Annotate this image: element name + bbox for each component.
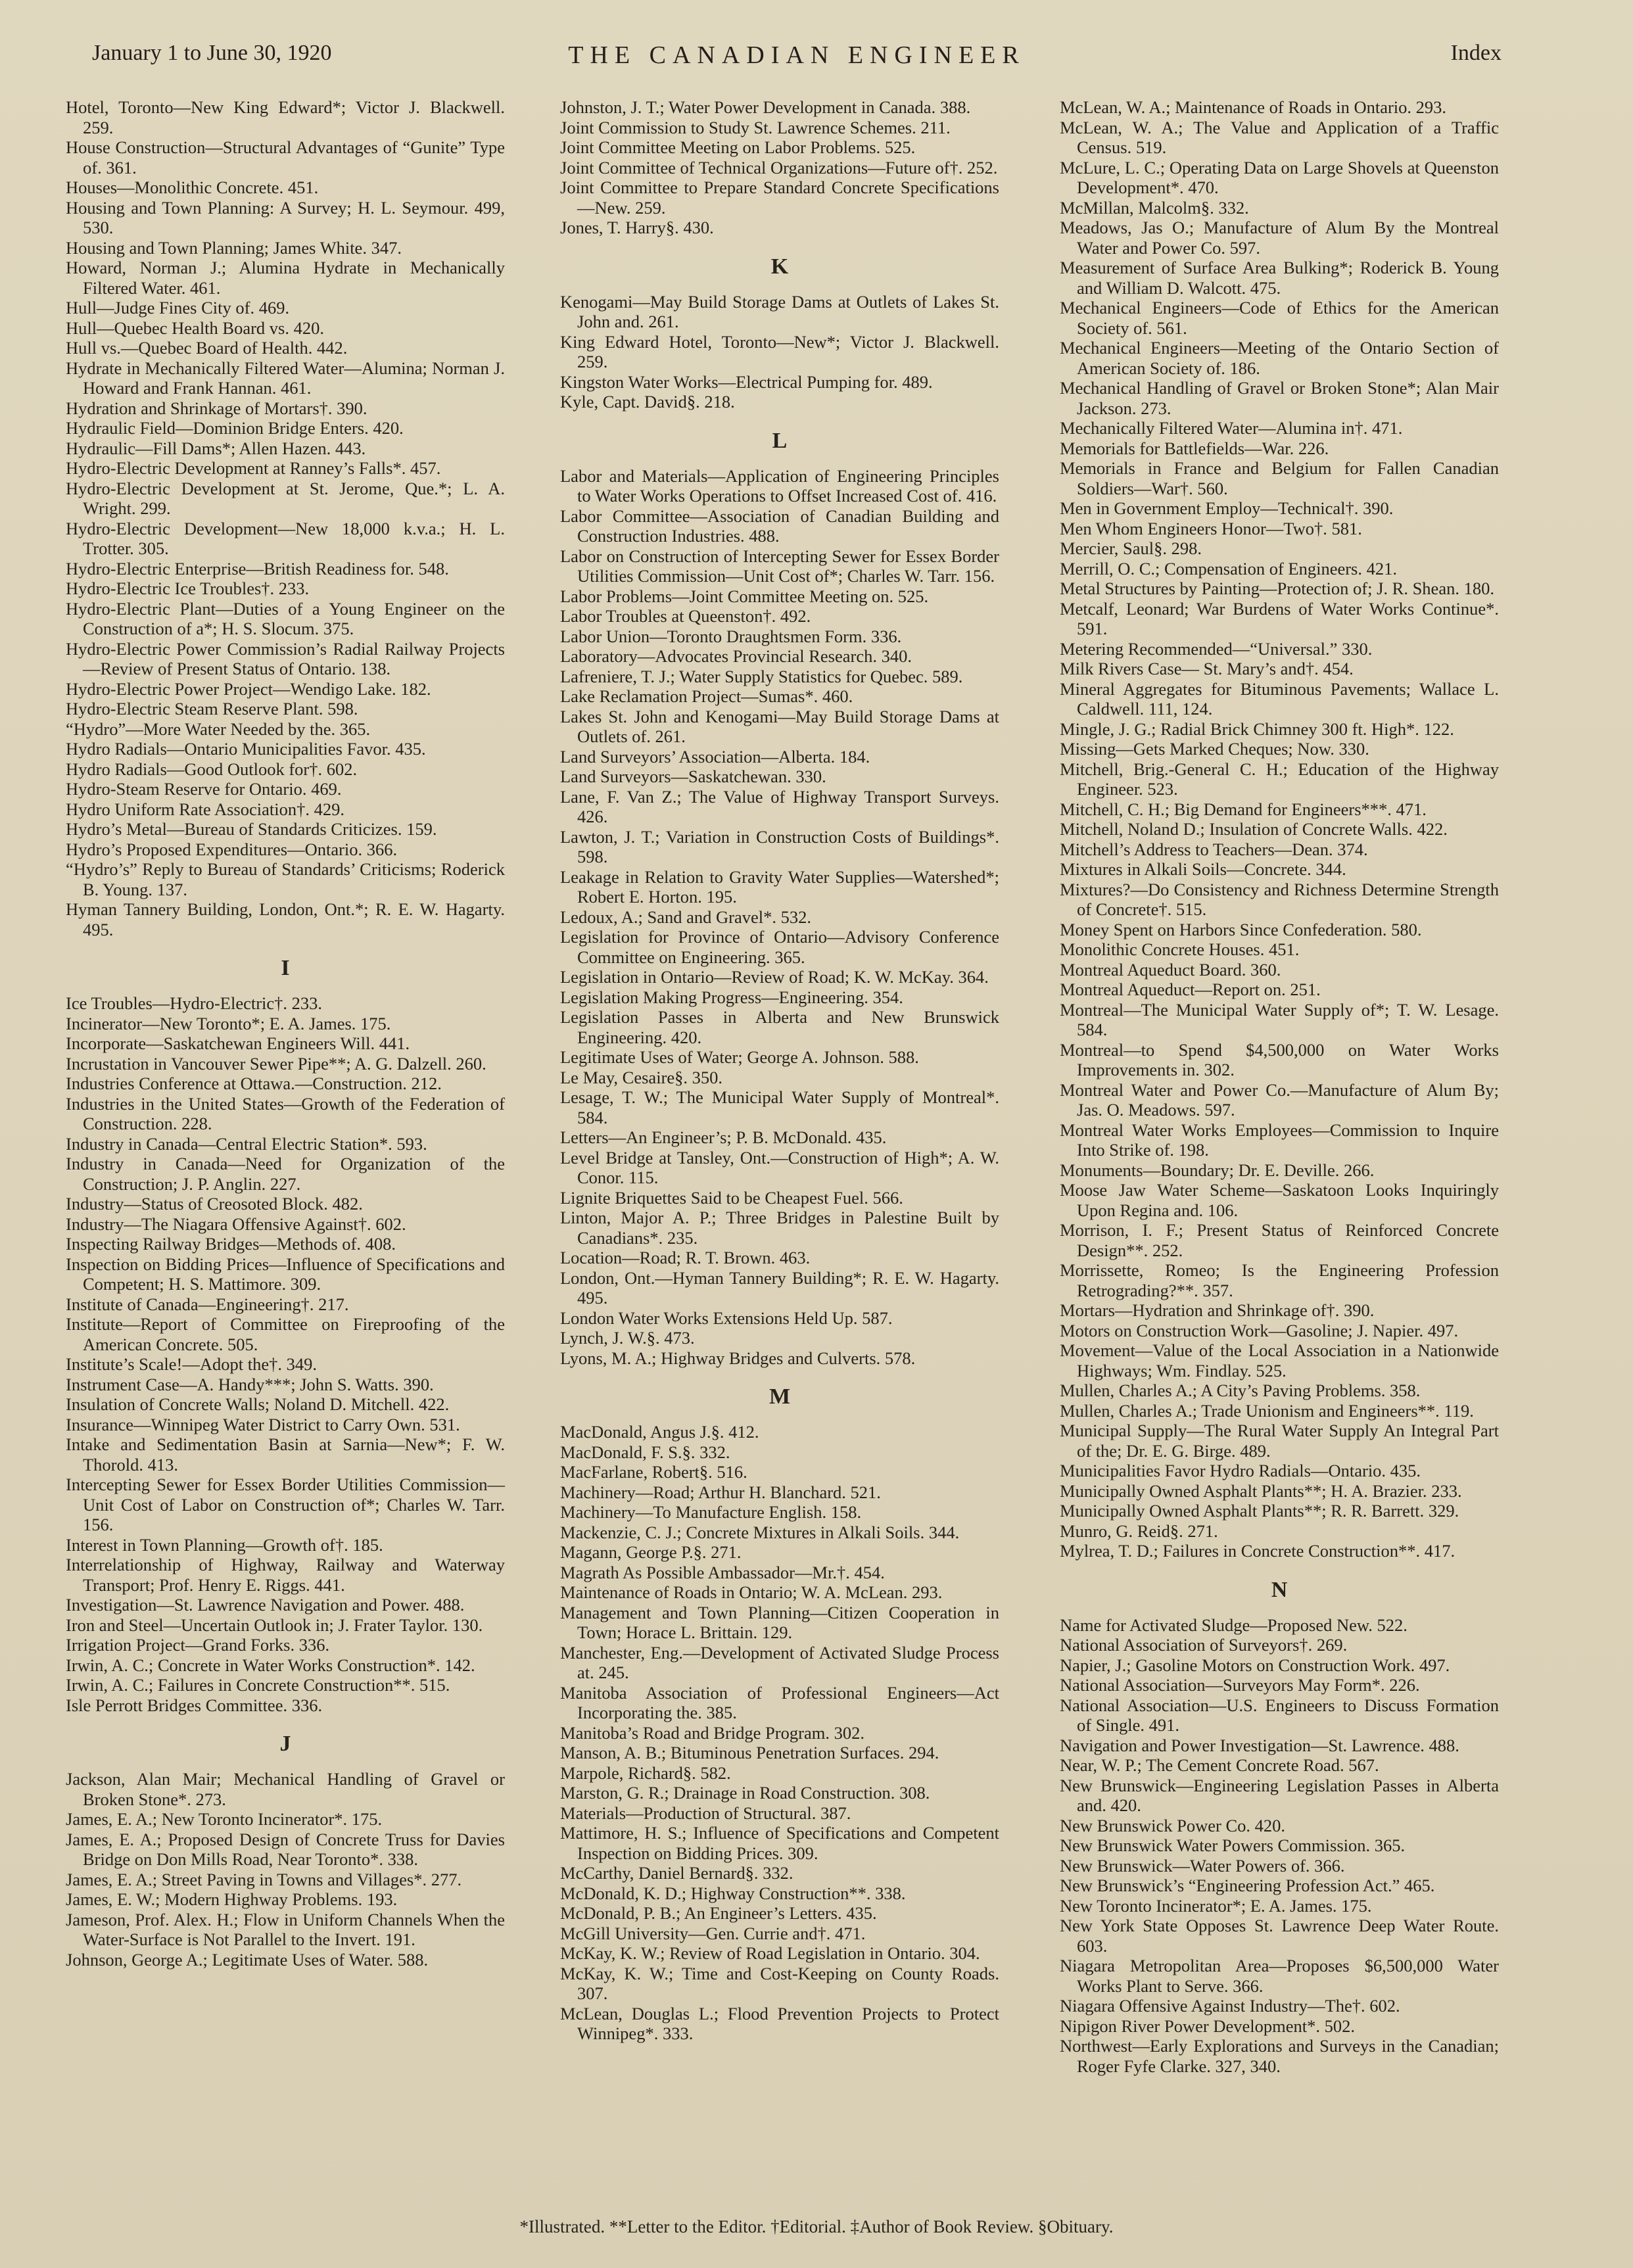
index-entry: Joint Committee to Prepare Standard Concrete Specifications—New. 259. [560,177,999,218]
index-entry: Lyons, M. A.; Highway Bridges and Culverts. 578. [560,1348,916,1368]
index-entry: Moose Jaw Water Scheme—Saskatoon Looks Inquiringly Upon Regina and. 106. [1060,1180,1499,1220]
index-entry: Incorporate—Saskatchewan Engineers Will. 441. [66,1033,410,1053]
index-entry: Hydro-Steam Reserve for Ontario. 469. [66,779,342,799]
index-entry: Isle Perrott Bridges Committee. 336. [66,1695,323,1715]
index-entry: Ledoux, A.; Sand and Gravel*. 532. [560,907,811,927]
index-entry: Legislation Passes in Alberta and New Brunswick Engineering. 420. [560,1007,999,1047]
index-entry: Lake Reclamation Project—Sumas*. 460. [560,686,853,706]
index-entry: Machinery—To Manufacture English. 158. [560,1502,862,1522]
index-entry: Movement—Value of the Local Association in a Nationwide Highways; Wm. Findlay. 525. [1060,1340,1499,1381]
index-entry: Mixtures in Alkali Soils—Concrete. 344. [1060,859,1346,879]
index-entry: Lynch, J. W.§. 473. [560,1328,695,1348]
index-entry: Mineral Aggregates for Bituminous Pavements; Wallace L. Caldwell. 111, 124. [1060,678,1499,719]
index-entry: Legislation in Ontario—Review of Road; K. W. McKay. 364. [560,967,989,987]
index-entry: MacDonald, F. S.§. 332. [560,1442,730,1462]
index-entry: Joint Committee Meeting on Labor Problems. 525. [560,137,916,157]
index-entry: Joint Committee of Technical Organizations—Future of†. 252. [560,157,998,177]
index-entry: Mullen, Charles A.; A City’s Paving Problems. 358. [1060,1381,1421,1400]
index-entry: Mitchell, C. H.; Big Demand for Engineers***. 471. [1060,799,1427,819]
index-entry: Metal Structures by Painting—Protection of; J. R. Shean. 180. [1060,579,1494,598]
section-letter-heading: M [769,1384,791,1409]
index-entry: Hydro Radials—Good Outlook for†. 602. [66,759,358,779]
index-entry: Municipalities Favor Hydro Radials—Ontario. 435. [1060,1461,1421,1480]
index-entry: Johnson, George A.; Legitimate Uses of Water. 588. [66,1949,429,1970]
index-entry: Nipigon River Power Development*. 502. [1060,2016,1355,2036]
index-entry: Municipally Owned Asphalt Plants**; R. R. Barrett. 329. [1060,1501,1459,1521]
index-entry: Magrath As Possible Ambassador—Mr.†. 454. [560,1562,885,1582]
index-entry: McDonald, P. B.; An Engineer’s Letters. 435. [560,1903,877,1923]
index-entry: Montreal Water and Power Co.—Manufacture of Alum By; Jas. O. Meadows. 597. [1060,1079,1499,1120]
index-entry: Hydraulic—Fill Dams*; Allen Hazen. 443. [66,438,366,458]
index-entry: Mechanical Engineers—Code of Ethics for the American Society of. 561. [1060,298,1499,338]
index-entry: McGill University—Gen. Currie and†. 471. [560,1923,866,1943]
index-entry: Lakes St. John and Kenogami—May Build Storage Dams at Outlets of. 261. [560,706,999,746]
index-entry: Labor Committee—Association of Canadian Building and Construction Industries. 488. [560,506,999,546]
index-entry: McMillan, Malcolm§. 332. [1060,197,1249,218]
index-entry: Munro, G. Reid§. 271. [1060,1521,1218,1541]
index-entry: Mackenzie, C. J.; Concrete Mixtures in Alkali Soils. 344. [560,1522,960,1542]
index-entry: Hydro-Electric Steam Reserve Plant. 598. [66,699,358,719]
index-entry: Marston, G. R.; Drainage in Road Construction. 308. [560,1783,930,1803]
index-entry: Housing and Town Planning; James White. 347. [66,237,402,258]
index-entry: “Hydro”—More Water Needed by the. 365. [66,719,371,739]
index-entry: Legislation Making Progress—Engineering. 354. [560,987,903,1007]
index-entry: Montreal—The Municipal Water Supply of*; T. W. Lesage. 584. [1060,999,1499,1039]
index-entry: Lane, F. Van Z.; The Value of Highway Transport Surveys. 426. [560,786,999,826]
index-entry: Laboratory—Advocates Provincial Research. 340. [560,646,912,666]
index-entry: Monuments—Boundary; Dr. E. Deville. 266. [1060,1160,1375,1180]
index-entry: Industry—Status of Creosoted Block. 482. [66,1194,363,1214]
index-entry: Legitimate Uses of Water; George A. Johnson. 588. [560,1047,919,1067]
index-entry: Northwest—Early Explorations and Surveys in the Canadian; Roger Fyfe Clarke. 327, 340. [1060,2036,1499,2076]
index-entry: Joint Commission to Study St. Lawrence Schemes. 211. [560,117,951,137]
index-entry: Letters—An Engineer’s; P. B. McDonald. 435. [560,1127,887,1147]
index-entry: Mitchell’s Address to Teachers—Dean. 374. [1060,839,1368,859]
index-entry: Location—Road; R. T. Brown. 463. [560,1248,811,1267]
index-entry: Intercepting Sewer for Essex Border Utilities Commission—Unit Cost of Labor on Construction of*; Charles W. Tarr. 156. [66,1475,505,1534]
index-entry: New Brunswick’s “Engineering Profession Act.” 465. [1060,1876,1435,1895]
index-entry: “Hydro’s” Reply to Bureau of Standards’ Criticisms; Roderick B. Young. 137. [66,859,505,899]
header-date-range: January 1 to June 30, 1920 [92,41,332,65]
index-entry: Legislation for Province of Ontario—Advisory Conference Committee on Engineering. 365. [560,927,999,967]
index-entry: Industries in the United States—Growth of the Federation of Construction. 228. [66,1093,505,1133]
index-entry: Meadows, Jas O.; Manufacture of Alum By the Montreal Water and Power Co. 597. [1060,218,1499,258]
index-entry: Labor Union—Toronto Draughtsmen Form. 336. [560,626,902,646]
index-entry: Mitchell, Brig.-General C. H.; Education of the Highway Engineer. 523. [1060,759,1499,799]
index-entry: Lesage, T. W.; The Municipal Water Supply of Montreal*. 584. [560,1087,999,1127]
index-entry: Money Spent on Harbors Since Confederation. 580. [1060,919,1422,939]
index-entry: Mattimore, H. S.; Influence of Specifications and Competent Inspection on Bidding Prices. 309. [560,1823,999,1863]
index-entry: Missing—Gets Marked Cheques; Now. 330. [1060,739,1369,759]
index-entry: Institute’s Scale!—Adopt the†. 349. [66,1354,317,1374]
index-entry: New Toronto Incinerator*; E. A. James. 175. [1060,1895,1372,1916]
index-entry: Le May, Cesaire§. 350. [560,1067,723,1087]
index-entry: Incrustation in Vancouver Sewer Pipe**; A. G. Dalzell. 260. [66,1053,486,1074]
index-entry: Mylrea, T. D.; Failures in Concrete Construction**. 417. [1060,1541,1456,1561]
index-entry: Machinery—Road; Arthur H. Blanchard. 521. [560,1482,881,1502]
index-entry: McDonald, K. D.; Highway Construction**. 338. [560,1883,906,1903]
index-entry: Kingston Water Works—Electrical Pumping for. 489. [560,371,933,392]
index-entry: New Brunswick Water Powers Commission. 365. [1060,1835,1406,1855]
index-entry: James, E. A.; New Toronto Incinerator*. 175. [66,1809,383,1829]
index-entry: Hydro-Electric Plant—Duties of a Young Engineer on the Construction of a*; H. S. Slocum. 375. [66,598,505,638]
index-entry: McCarthy, Daniel Bernard§. 332. [560,1863,793,1883]
index-entry: Leakage in Relation to Gravity Water Supplies—Watershed*; Robert E. Horton. 195. [560,866,999,907]
index-entry: Jones, T. Harry§. 430. [560,218,714,237]
index-entry: Industry in Canada—Need for Organization of the Construction; J. P. Anglin. 227. [66,1154,505,1194]
index-entry: James, E. A.; Proposed Design of Concrete Truss for Davies Bridge on Don Mills Road, Near Toronto*. 338. [66,1829,505,1869]
index-entry: Hull—Quebec Health Board vs. 420. [66,318,324,338]
index-entry: New York State Opposes St. Lawrence Deep Water Route. 603. [1060,1916,1499,1956]
index-entry: Maintenance of Roads in Ontario; W. A. McLean. 293. [560,1582,943,1602]
index-entry: Municipal Supply—The Rural Water Supply An Integral Part of the; Dr. E. G. Birge. 489. [1060,1421,1499,1461]
index-entry: Hydro-Electric Enterprise—British Readiness for. 548. [66,558,449,579]
index-entry: Magann, George P.§. 271. [560,1542,742,1562]
index-entry: Industry in Canada—Central Electric Station*. 593. [66,1133,427,1154]
index-entry: Marpole, Richard§. 582. [560,1762,731,1783]
index-entry: Labor on Construction of Intercepting Sewer for Essex Border Utilities Commission—Unit Cost of*; Charles W. Tarr. 156. [560,546,999,586]
index-entry: New Brunswick—Water Powers of. 366. [1060,1855,1345,1876]
index-entry: King Edward Hotel, Toronto—New*; Victor J. Blackwell. 259. [560,331,999,371]
index-entry: Montreal Water Works Employees—Commission to Inquire Into Strike of. 198. [1060,1120,1499,1160]
index-entry: Memorials in France and Belgium for Fallen Canadian Soldiers—War†. 560. [1060,458,1499,498]
index-entry: Metering Recommended—“Universal.” 330. [1060,638,1373,659]
header-section-label: Index [1450,41,1502,65]
index-entry: National Association—Surveyors May Form*. 226. [1060,1675,1420,1695]
index-entry: Memorials for Battlefields—War. 226. [1060,438,1329,458]
index-entry: McKay, K. W.; Review of Road Legislation in Ontario. 304. [560,1943,980,1963]
index-entry: Monolithic Concrete Houses. 451. [1060,939,1300,959]
index-entry: Hydro Radials—Ontario Municipalities Favor. 435. [66,739,426,759]
index-entry: Measurement of Surface Area Bulking*; Roderick B. Young and William D. Walcott. 475. [1060,258,1499,298]
index-entry: Metcalf, Leonard; War Burdens of Water Works Continue*. 591. [1060,598,1499,638]
index-entry: Hydro-Electric Power Commission’s Radial Railway Projects—Review of Present Status of Ontario. 138. [66,638,505,678]
footnote-legend: *Illustrated. **Letter to the Editor. †Editorial. ‡Author of Book Review. §Obituary. [519,2217,1114,2236]
index-entry: Howard, Norman J.; Alumina Hydrate in Mechanically Filtered Water. 461. [66,258,505,298]
index-entry: MacFarlane, Robert§. 516. [560,1462,747,1482]
index-entry: Hydro-Electric Development at St. Jerome, Que.*; L. A. Wright. 299. [66,478,505,518]
index-entry: Labor and Materials—Application of Engineering Principles to Water Works Operations to Offset Increased Cost of. 416. [560,465,999,506]
index-column-left [66,97,505,1970]
index-entry: McLure, L. C.; Operating Data on Large Shovels at Queenston Development*. 470. [1060,157,1499,197]
index-entry: Men Whom Engineers Honor—Two†. 581. [1060,518,1362,538]
index-entry: MacDonald, Angus J.§. 412. [560,1422,759,1442]
index-entry: New Brunswick Power Co. 420. [1060,1815,1285,1835]
index-entry: Lignite Briquettes Said to be Cheapest Fuel. 566. [560,1187,903,1208]
index-entry: National Association of Surveyors†. 269. [1060,1635,1348,1655]
index-entry: Manitoba Association of Professional Engineers—Act Incorporating the. 385. [560,1682,999,1722]
index-entry: Hydrate in Mechanically Filtered Water—Alumina; Norman J. Howard and Frank Hannan. 461. [66,358,505,398]
index-entry: Lafreniere, T. J.; Water Supply Statistics for Quebec. 589. [560,666,963,686]
index-entry: Johnston, J. T.; Water Power Development in Canada. 388. [560,97,971,117]
index-entry: Management and Town Planning—Citizen Cooperation in Town; Horace L. Brittain. 129. [560,1602,999,1642]
index-entry: Mullen, Charles A.; Trade Unionism and Engineers**. 119. [1060,1400,1474,1421]
index-entry: Hull—Judge Fines City of. 469. [66,298,290,318]
index-entry: James, E. W.; Modern Highway Problems. 193. [66,1889,398,1909]
index-entry: London Water Works Extensions Held Up. 587. [560,1308,893,1328]
index-entry: Insulation of Concrete Walls; Noland D. Mitchell. 422. [66,1394,450,1414]
index-entry: Milk Rivers Case— St. Mary’s and†. 454. [1060,659,1354,678]
index-entry: Institute of Canada—Engineering†. 217. [66,1294,349,1314]
index-entry: Navigation and Power Investigation—St. Lawrence. 488. [1060,1735,1459,1755]
index-entry: Insurance—Winnipeg Water District to Carry Own. 531. [66,1414,460,1434]
index-entry: McLean, W. A.; The Value and Application of a Traffic Census. 519. [1060,117,1499,157]
index-entry: Montreal Aqueduct—Report on. 251. [1060,980,1321,999]
index-entry: Linton, Major A. P.; Three Bridges in Palestine Built by Canadians*. 235. [560,1208,999,1248]
section-letter-heading: L [772,428,788,453]
index-entry: Industry—The Niagara Offensive Against†. 602. [66,1214,406,1234]
index-entry: Intake and Sedimentation Basin at Sarnia—New*; F. W. Thorold. 413. [66,1434,505,1475]
section-letter-heading: J [279,1732,291,1756]
index-entry: Institute—Report of Committee on Fireproofing of the American Concrete. 505. [66,1314,505,1354]
index-entry: Hydro-Electric Power Project—Wendigo Lake. 182. [66,678,431,699]
index-entry: Mortars—Hydration and Shrinkage of†. 390. [1060,1300,1375,1320]
index-entry: Inspecting Railway Bridges—Methods of. 408. [66,1234,396,1254]
index-entry: Hotel, Toronto—New King Edward*; Victor J. Blackwell. 259. [66,97,505,137]
index-entry: Motors on Construction Work—Gasoline; J. Napier. 497. [1060,1320,1459,1340]
index-entry: Land Surveyors—Saskatchewan. 330. [560,767,826,786]
index-entry: Interrelationship of Highway, Railway and Waterway Transport; Prof. Henry E. Riggs. 441. [66,1555,505,1595]
index-entry: Niagara Metropolitan Area—Proposes $6,500,000 Water Works Plant to Serve. 366. [1060,1956,1499,1996]
index-entry: Name for Activated Sludge—Proposed New. 522. [1060,1615,1408,1635]
index-entry: Labor Troubles at Queenston†. 492. [560,606,811,626]
section-letter-heading: I [281,956,290,980]
index-entry: Ice Troubles—Hydro-Electric†. 233. [66,993,323,1013]
index-entry: House Construction—Structural Advantages of “Gunite” Type of. 361. [66,137,505,177]
index-column-right [1060,97,1499,2076]
index-entry: London, Ont.—Hyman Tannery Building*; R. E. W. Hagarty. 495. [560,1267,999,1308]
section-letter-heading: K [770,254,789,279]
index-entry: Napier, J.; Gasoline Motors on Construction Work. 497. [1060,1655,1450,1675]
index-entry: Irwin, A. C.; Failures in Concrete Construction**. 515. [66,1675,450,1695]
index-entry: Manson, A. B.; Bituminous Penetration Surfaces. 294. [560,1743,939,1762]
index-entry: Niagara Offensive Against Industry—The†. 602. [1060,1996,1400,2016]
index-entry: Hydro-Electric Ice Troubles†. 233. [66,579,310,598]
index-entry: Municipally Owned Asphalt Plants**; H. A. Brazier. 233. [1060,1480,1462,1501]
index-entry: McLean, Douglas L.; Flood Prevention Projects to Protect Winnipeg*. 333. [560,2003,999,2043]
index-entry: Hydration and Shrinkage of Mortars†. 390. [66,398,367,418]
header-journal-title: THE CANADIAN ENGINEER [568,41,1026,69]
index-entry: Materials—Production of Structural. 387. [560,1803,851,1823]
index-entry: Men in Government Employ—Technical†. 390. [1060,498,1394,518]
index-entry: New Brunswick—Engineering Legislation Passes in Alberta and. 420. [1060,1775,1499,1815]
index-entry: Hydro’s Metal—Bureau of Standards Criticizes. 159. [66,819,437,839]
index-entry: McKay, K. W.; Time and Cost-Keeping on County Roads. 307. [560,1963,999,2003]
index-entry: Irrigation Project—Grand Forks. 336. [66,1635,330,1655]
index-entry: Montreal Aqueduct Board. 360. [1060,959,1281,980]
index-entry: Housing and Town Planning: A Survey; H. L. Seymour. 499, 530. [66,197,505,237]
index-entry: Hull vs.—Quebec Board of Health. 442. [66,338,348,358]
index-entry: McLean, W. A.; Maintenance of Roads in Ontario. 293. [1060,97,1447,117]
index-entry: Industries Conference at Ottawa.—Construction. 212. [66,1074,442,1093]
index-entry: Kenogami—May Build Storage Dams at Outlets of Lakes St. John and. 261. [560,291,999,331]
index-entry: Manitoba’s Road and Bridge Program. 302. [560,1722,864,1743]
index-entry: Mechanical Handling of Gravel or Broken Stone*; Alan Mair Jackson. 273. [1060,378,1499,418]
index-entry: Houses—Monolithic Concrete. 451. [66,177,319,197]
index-entry: Mechanically Filtered Water—Alumina in†. 471. [1060,418,1403,438]
index-entry: Hyman Tannery Building, London, Ont.*; R. E. W. Hagarty. 495. [66,899,505,939]
index-column-middle [560,97,999,2044]
index-entry: Hydro-Electric Development at Ranney’s Falls*. 457. [66,458,441,478]
index-entry: Inspection on Bidding Prices—Influence of Specifications and Competent; H. S. Mattimore. 309. [66,1254,505,1294]
index-entry: Hydraulic Field—Dominion Bridge Enters. 420. [66,418,404,438]
index-entry: Hydro-Electric Development—New 18,000 k.v.a.; H. L. Trotter. 305. [66,518,505,558]
index-entry: Labor Problems—Joint Committee Meeting on. 525. [560,586,929,606]
index-entry: Incinerator—New Toronto*; E. A. James. 175. [66,1013,391,1033]
index-entry: Mitchell, Noland D.; Insulation of Concrete Walls. 422. [1060,819,1448,839]
index-entry: Kyle, Capt. David§. 218. [560,392,735,412]
index-entry: Jameson, Prof. Alex. H.; Flow in Uniform Channels When the Water-Surface is Not Parallel to the Invert. 191. [66,1909,505,1949]
index-entry: Hydro’s Proposed Expenditures—Ontario. 366. [66,839,398,859]
running-header [92,41,1502,80]
index-entry: Iron and Steel—Uncertain Outlook in; J. Frater Taylor. 130. [66,1615,483,1635]
index-entry: Morrison, I. F.; Present Status of Reinforced Concrete Design**. 252. [1060,1220,1499,1260]
section-letter-heading: N [1271,1577,1288,1602]
index-entry: Interest in Town Planning—Growth of†. 185. [66,1534,383,1555]
index-entry: Mechanical Engineers—Meeting of the Ontario Section of American Society of. 186. [1060,338,1499,378]
index-entry: Morrissette, Romeo; Is the Engineering Profession Retrograding?**. 357. [1060,1260,1499,1300]
index-entry: Mixtures?—Do Consistency and Richness Determine Strength of Concrete†. 515. [1060,879,1499,919]
index-entry: Lawton, J. T.; Variation in Construction Costs of Buildings*. 598. [560,826,999,866]
index-entry: Montreal—to Spend $4,500,000 on Water Works Improvements in. 302. [1060,1039,1499,1079]
index-entry: Near, W. P.; The Cement Concrete Road. 567. [1060,1755,1379,1775]
index-entry: Land Surveyors’ Association—Alberta. 184. [560,746,870,767]
index-entry: Hydro Uniform Rate Association†. 429. [66,799,344,819]
index-entry: National Association—U.S. Engineers to Discuss Formation of Single. 491. [1060,1695,1499,1735]
index-entry: Merrill, O. C.; Compensation of Engineers. 421. [1060,558,1397,579]
index-entry: Level Bridge at Tansley, Ont.—Construction of High*; A. W. Conor. 115. [560,1147,999,1187]
index-entry: Mingle, J. G.; Radial Brick Chimney 300 ft. High*. 122. [1060,719,1454,739]
index-entry: Irwin, A. C.; Concrete in Water Works Construction*. 142. [66,1655,475,1675]
index-entry: Manchester, Eng.—Development of Activated Sludge Process at. 245. [560,1642,999,1682]
index-entry: Mercier, Saul§. 298. [1060,538,1202,558]
index-entry: Instrument Case—A. Handy***; John S. Watts. 390. [66,1374,434,1394]
index-entry: Investigation—St. Lawrence Navigation and Power. 488. [66,1595,465,1615]
index-entry: James, E. A.; Street Paving in Towns and Villages*. 277. [66,1869,462,1889]
index-entry: Jackson, Alan Mair; Mechanical Handling of Gravel or Broken Stone*. 273. [66,1769,505,1809]
